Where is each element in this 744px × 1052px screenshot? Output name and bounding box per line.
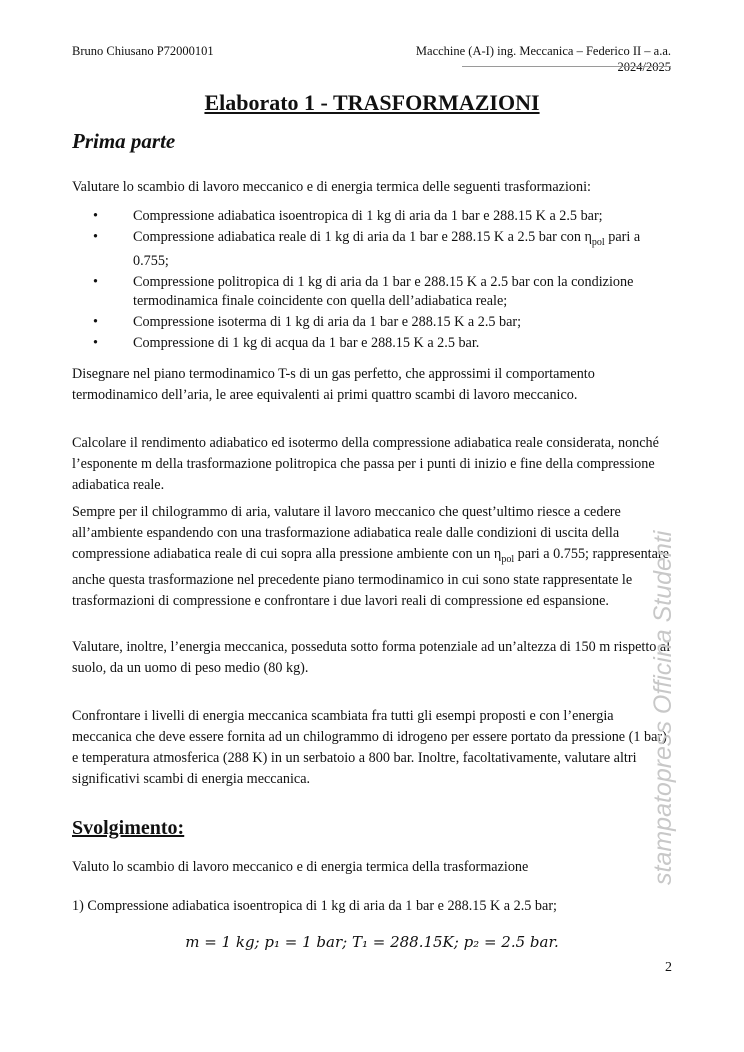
bullet-icon: • (93, 208, 98, 224)
list-item: • Compressione politropica di 1 kg di aria da 1 bar e 288.15 K a 2.5 bar con la condizione termodinamica finale coincidente con quella dell’adiabatica reale; (93, 273, 634, 309)
page-number: 2 (665, 960, 672, 975)
bullet-icon: • (93, 334, 98, 351)
list-item: • Compressione adiabatica isoentropica di 1 kg di aria da 1 bar e 288.15 K a 2.5 bar; (93, 208, 603, 224)
bullet-icon: • (93, 313, 98, 330)
bullet-icon: • (93, 229, 98, 245)
paragraph-expansion: Sempre per il chilogrammo di aria, valutare il lavoro meccanico che quest’ultimo riesce a cedere all’ambiente espandendo con una trasformazione adiabatica reale dalle condizioni di uscita della compressione adiabatica reale di cui sopra alla pressione ambiente con un $\eta_{pol}$ pari a 0.755; rappresentare anche questa trasformazione nel precedente piano termodinamico in cui sono state rappresentate le trasformazioni di compressione e confrontare i due lavori reali di compressione ed espansione. (72, 504, 669, 609)
formula-given-data: m = 1 kg; p₁ = 1 bar; T₁ = 288.15K; p₂ = 2.5 bar. (185, 933, 559, 951)
document-title: Elaborato 1 - TRASFORMAZIONI (204, 90, 540, 115)
header-course: Macchine (A-I) ing. Meccanica – Federico II – a.a. 2024/2025 (415, 44, 671, 74)
intro-paragraph: Valutare lo scambio di lavoro meccanico e di energia termica delle seguenti trasformazioni: (72, 179, 591, 195)
paragraph-step-1: 1) Compressione adiabatica isoentropica di 1 kg di aria da 1 bar e 288.15 K a 2.5 bar; (72, 898, 557, 914)
watermark: stampatopress Officina Studenti (649, 530, 677, 885)
bullet-icon: • (93, 273, 98, 290)
paragraph-ts-plane: Disegnare nel piano termodinamico T-s di un gas perfetto, che approssimi il comportamento termodinamico dell’aria, le aree equivalenti ai primi quattro scambi di lavoro meccanico. (72, 366, 595, 403)
section-heading-prima-parte: Prima parte (72, 129, 176, 153)
transformations-list (72, 207, 672, 355)
list-item: • Compressione di 1 kg di acqua da 1 bar e 288.15 K a 2.5 bar. (93, 334, 480, 351)
list-item: • Compressione isoterma di 1 kg di aria da 1 bar e 288.15 K a 2.5 bar; (93, 313, 522, 330)
paragraph-hydrogen: Confrontare i livelli di energia meccanica scambiata fra tutti gli esempi proposti e con l’energia meccanica che deve essere fornita ad un chilogrammo di idrogeno per essere portato da pressione (1 bar) e temperatura atmosferica (288 K) in un serbatoio a 800 bar. Inoltre, facoltativamente, valutare altri significativi scambi di energia meccanica. (72, 708, 667, 787)
paragraph-potential-energy: Valutare, inoltre, l’energia meccanica, posseduta sotto forma potenziale ad un’altezza di 150 m rispetto al suolo, da un uomo di peso medio (80 kg). (72, 639, 671, 676)
list-item: • Compressione adiabatica reale di 1 kg di aria da 1 bar e 288.15 K a 2.5 bar con $\eta_{pol}$ pari a 0.755; (93, 229, 641, 269)
paragraph-efficiency: Calcolare il rendimento adiabatico ed isotermo della compressione adiabatica reale considerata, nonché l’esponente m della trasformazione politropica che passa per i punti di inizio e fine della compressione adiabatica reale. (72, 435, 659, 493)
paragraph-solution-intro: Valuto lo scambio di lavoro meccanico e di energia termica della trasformazione (72, 859, 529, 875)
header-rule (462, 66, 671, 67)
header-author: Bruno Chiusano P72000101 (72, 44, 214, 58)
section-heading-svolgimento: Svolgimento: (72, 817, 185, 839)
